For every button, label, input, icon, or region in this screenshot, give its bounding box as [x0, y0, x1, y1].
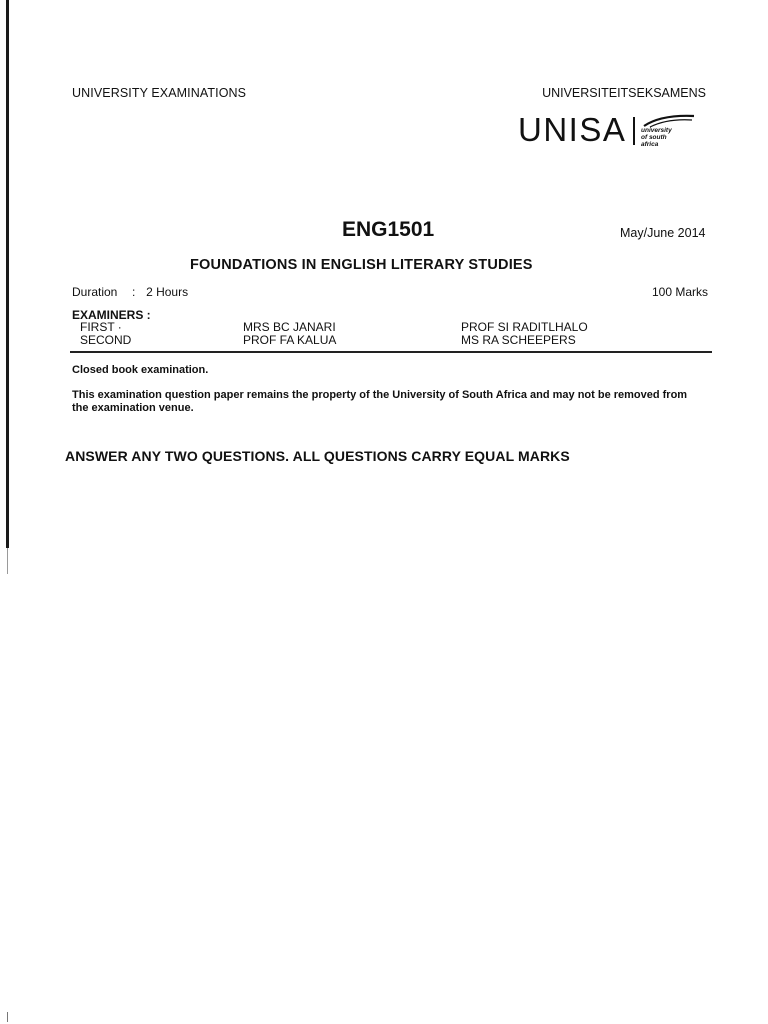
duration-line [72, 285, 188, 299]
logo-subtitle-line1: university [641, 127, 672, 134]
scan-edge-line-faint [7, 548, 8, 574]
logo-subtitle-line2: of south africa [641, 134, 667, 148]
header-university-examinations: UNIVERSITY EXAMINATIONS [72, 86, 247, 100]
examiners-label: EXAMINERS : [72, 308, 151, 322]
header-divider [70, 351, 712, 353]
closed-book-note: Closed book examination. [72, 364, 209, 376]
property-note: This examination question paper remains the property of the University of South Africa and may not be removed from the examination venue. [72, 389, 688, 414]
logo-subtitle [641, 127, 681, 148]
first-examiner-label: FIRST · [80, 320, 122, 334]
scan-mark [7, 1012, 8, 1022]
duration-value: 2 Hours [146, 285, 189, 299]
course-code: ENG1501 [342, 218, 435, 241]
scan-edge-line [6, 0, 9, 548]
second-examiner-label: SECOND [80, 333, 132, 347]
total-marks: 100 Marks [651, 285, 708, 299]
header-universiteitseksamens: UNIVERSITEITSEKSAMENS [542, 86, 706, 100]
duration-label: Duration [72, 285, 118, 299]
duration-separator: : [132, 285, 136, 299]
logo-wordmark: UNISA [518, 111, 627, 148]
swoosh-icon [642, 114, 696, 128]
second-examiner-name-2: MS RA SCHEEPERS [461, 333, 576, 347]
second-examiner-name: PROF FA KALUA [243, 333, 337, 347]
exam-session: May/June 2014 [620, 226, 706, 240]
exam-instruction: ANSWER ANY TWO QUESTIONS. ALL QUESTIONS CARRY EQUAL MARKS [65, 448, 570, 464]
first-examiner-name-2: PROF SI RADITLHALO [461, 320, 588, 334]
course-title: FOUNDATIONS IN ENGLISH LITERARY STUDIES [190, 257, 533, 273]
logo-divider [633, 117, 635, 145]
first-examiner-name: MRS BC JANARI [243, 320, 336, 334]
